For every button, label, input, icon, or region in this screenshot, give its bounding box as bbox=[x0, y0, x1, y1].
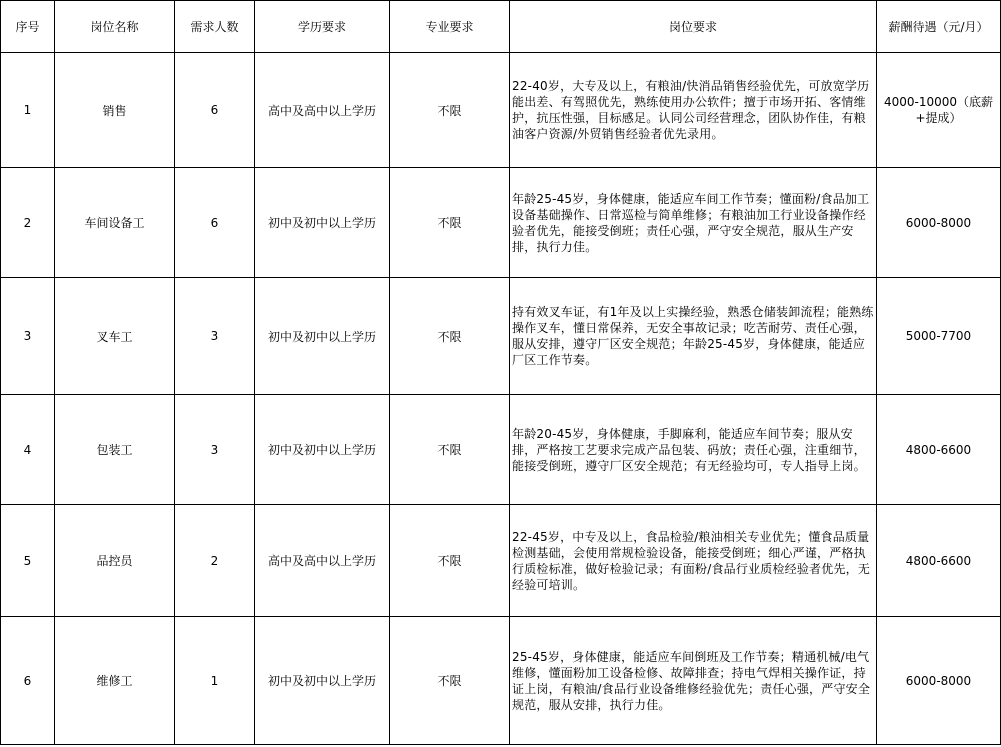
cell-seq: 2 bbox=[1, 168, 55, 278]
cell-count: 1 bbox=[175, 617, 255, 745]
cell-major: 不限 bbox=[390, 278, 510, 395]
cell-requirements: 年龄25-45岁，身体健康，能适应车间工作节奏；懂面粉/食品加工设备基础操作、日常巡检与简单维修；有粮油加工行业设备操作经验者优先，能接受倒班；责任心强，严守安全规范，服从生产安排，执行力佳。 bbox=[510, 168, 877, 278]
cell-salary: 6000-8000 bbox=[877, 617, 1001, 745]
cell-count: 3 bbox=[175, 278, 255, 395]
table-row bbox=[1, 395, 1001, 505]
header-title: 岗位名称 bbox=[55, 1, 175, 53]
table-row bbox=[1, 505, 1001, 617]
header-row bbox=[1, 1, 1001, 53]
cell-major: 不限 bbox=[390, 395, 510, 505]
cell-count: 3 bbox=[175, 395, 255, 505]
cell-title: 销售 bbox=[55, 53, 175, 168]
cell-requirements: 年龄20-45岁，身体健康，手脚麻利，能适应车间节奏；服从安排，严格按工艺要求完成产品包装、码放；责任心强，注重细节，能接受倒班，遵守厂区安全规范；有无经验均可，专人指导上岗。 bbox=[510, 395, 877, 505]
cell-seq: 4 bbox=[1, 395, 55, 505]
cell-requirements: 22-45岁，中专及以上，食品检验/粮油相关专业优先；懂食品质量检测基础，会使用常规检验设备，能接受倒班；细心严谨，严格执行质检标准，做好检验记录；有面粉/食品行业质检经验者优先，无经验可培训。 bbox=[510, 505, 877, 617]
cell-seq: 5 bbox=[1, 505, 55, 617]
header-salary: 薪酬待遇（元/月） bbox=[877, 1, 1001, 53]
header-count: 需求人数 bbox=[175, 1, 255, 53]
cell-education: 高中及高中以上学历 bbox=[255, 53, 390, 168]
header-requirements: 岗位要求 bbox=[510, 1, 877, 53]
cell-count: 6 bbox=[175, 168, 255, 278]
table-row bbox=[1, 53, 1001, 168]
header-education: 学历要求 bbox=[255, 1, 390, 53]
cell-seq: 3 bbox=[1, 278, 55, 395]
cell-title: 维修工 bbox=[55, 617, 175, 745]
header-seq: 序号 bbox=[1, 1, 55, 53]
cell-title: 车间设备工 bbox=[55, 168, 175, 278]
cell-education: 初中及初中以上学历 bbox=[255, 278, 390, 395]
cell-major: 不限 bbox=[390, 617, 510, 745]
cell-salary: 4800-6600 bbox=[877, 395, 1001, 505]
cell-education: 初中及初中以上学历 bbox=[255, 395, 390, 505]
header-major: 专业要求 bbox=[390, 1, 510, 53]
cell-count: 2 bbox=[175, 505, 255, 617]
cell-title: 品控员 bbox=[55, 505, 175, 617]
cell-requirements: 持有效叉车证，有1年及以上实操经验，熟悉仓储装卸流程；能熟练操作叉车，懂日常保养，无安全事故记录；吃苦耐劳、责任心强，服从安排，遵守厂区安全规范；年龄25-45岁，身体健康，能适应厂区工作节奏。 bbox=[510, 278, 877, 395]
table-row bbox=[1, 278, 1001, 395]
cell-seq: 6 bbox=[1, 617, 55, 745]
cell-count: 6 bbox=[175, 53, 255, 168]
cell-seq: 1 bbox=[1, 53, 55, 168]
cell-education: 高中及高中以上学历 bbox=[255, 505, 390, 617]
cell-major: 不限 bbox=[390, 168, 510, 278]
cell-education: 初中及初中以上学历 bbox=[255, 617, 390, 745]
cell-requirements: 22-40岁，大专及以上，有粮油/快消品销售经验优先，可放宽学历 能出差、有驾照优先，熟练使用办公软件；擅于市场开拓、客情维护，抗压性强，目标感足。认同公司经营理念，团队协作佳，有粮油客户资源/外贸销售经验者优先录用。 bbox=[510, 53, 877, 168]
cell-requirements: 25-45岁，身体健康，能适应车间倒班及工作节奏；精通机械/电气维修，懂面粉加工设备检修、故障排查；持电气焊相关操作证，持证上岗，有粮油/食品行业设备维修经验优先；责任心强，严守安全规范，服从安排，执行力佳。 bbox=[510, 617, 877, 745]
cell-education: 初中及初中以上学历 bbox=[255, 168, 390, 278]
cell-title: 包装工 bbox=[55, 395, 175, 505]
cell-salary: 5000-7700 bbox=[877, 278, 1001, 395]
table-row bbox=[1, 617, 1001, 745]
table-row bbox=[1, 168, 1001, 278]
cell-salary: 4000-10000（底薪+提成） bbox=[877, 53, 1001, 168]
cell-major: 不限 bbox=[390, 53, 510, 168]
cell-salary: 4800-6600 bbox=[877, 505, 1001, 617]
cell-major: 不限 bbox=[390, 505, 510, 617]
cell-salary: 6000-8000 bbox=[877, 168, 1001, 278]
cell-title: 叉车工 bbox=[55, 278, 175, 395]
